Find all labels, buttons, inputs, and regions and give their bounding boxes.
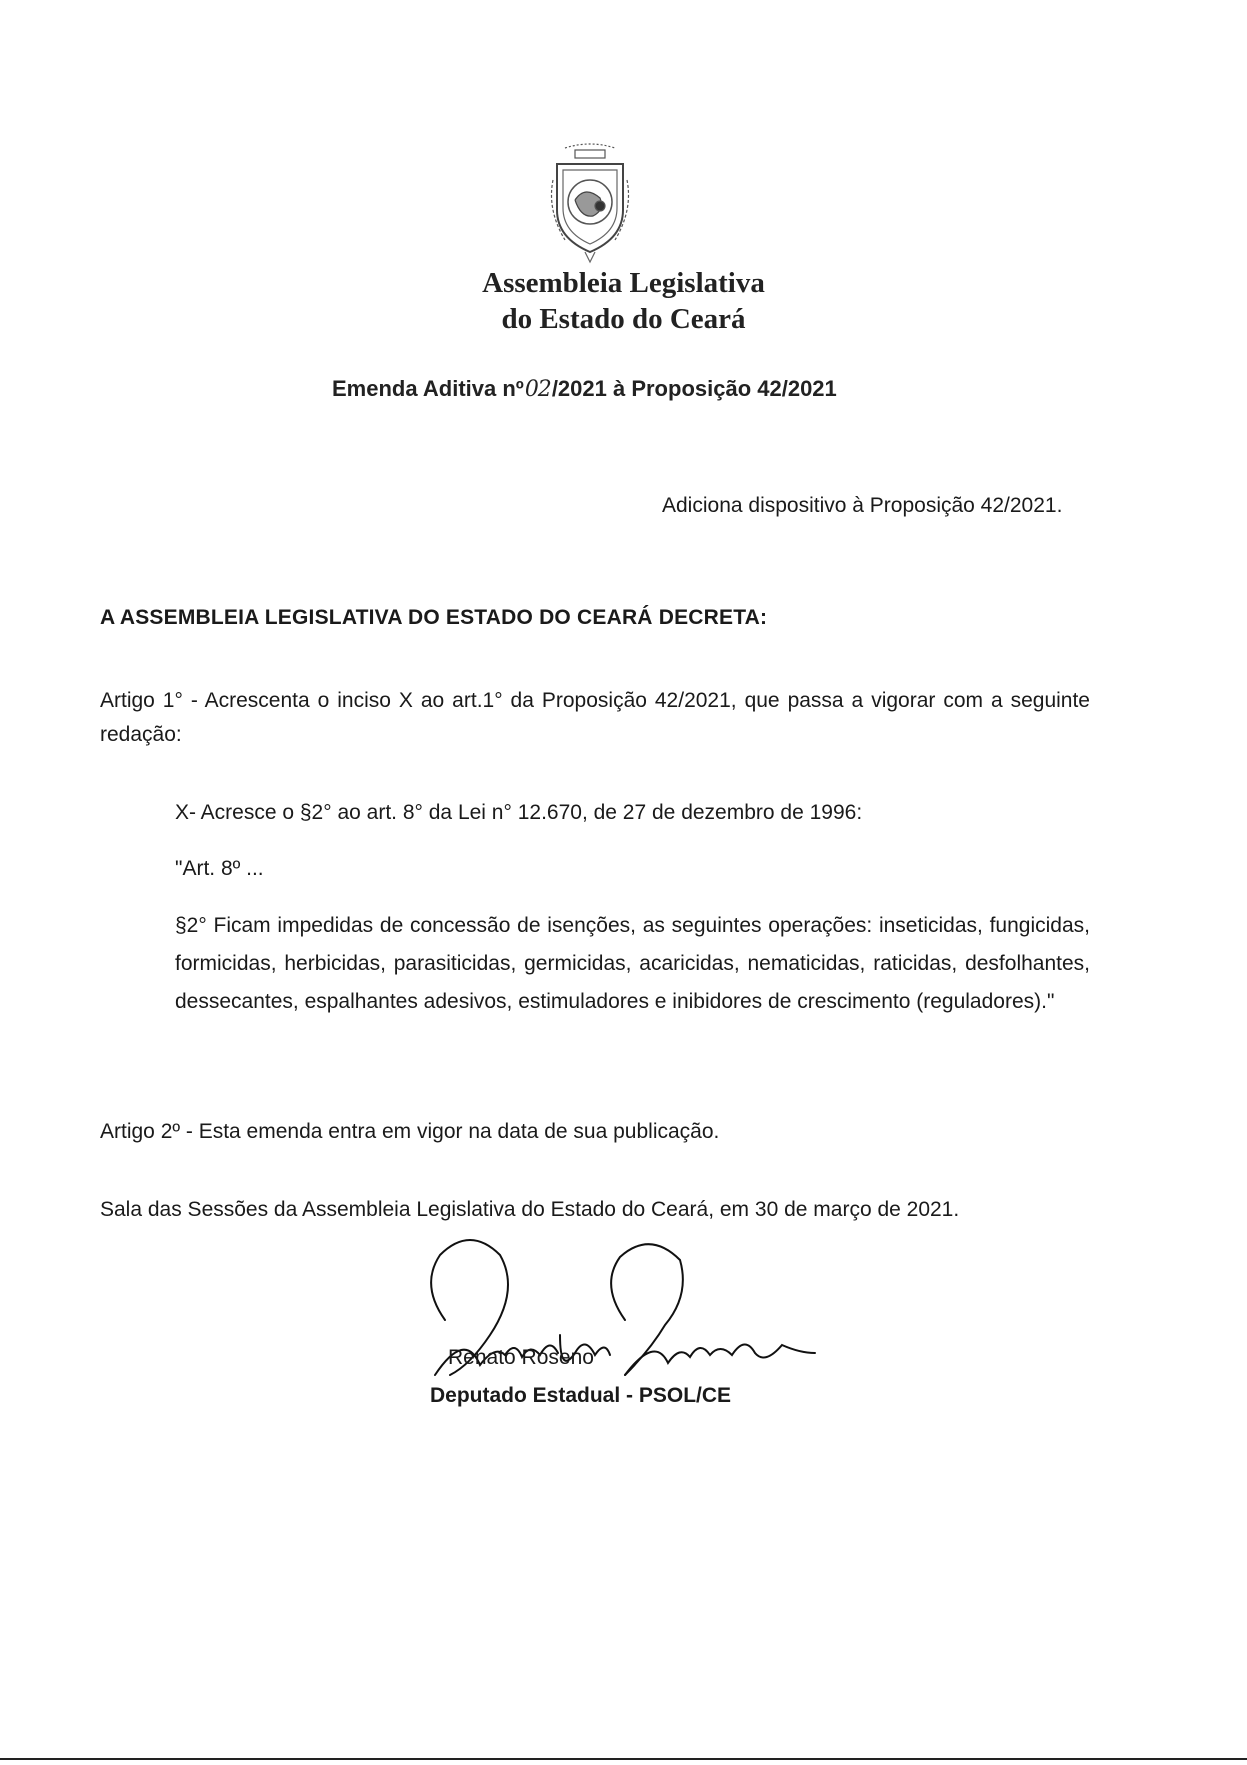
institution-name-line2: do Estado do Ceará — [501, 303, 746, 335]
paragraph-2: §2° Ficam impedidas de concessão de isenções, as seguintes operações: inseticidas, fungicidas, formicidas, herbicidas, parasiticidas, germicidas, acaricidas, nematicidas, raticidas, desfolhantes, dessecantes, espalhantes adesivos, estimuladores e inibidores de crescimento (reguladores)." — [175, 914, 1090, 1013]
document-title — [332, 376, 837, 402]
title-prefix: Emenda Aditiva nº — [332, 376, 524, 401]
article-2: Artigo 2º - Esta emenda entra em vigor na data de sua publicação. — [100, 1120, 720, 1143]
state-coat-of-arms-icon — [545, 140, 635, 270]
article-1: Artigo 1° - Acrescenta o inciso X ao art.1° da Proposição 42/2021, que passa a vigorar com a seguinte redação: — [100, 689, 1090, 746]
ementa: Adiciona dispositivo à Proposição 42/2021. — [662, 494, 1063, 517]
signatory-role: Deputado Estadual - PSOL/CE — [430, 1384, 732, 1407]
session-date-line: Sala das Sessões da Assembleia Legislativa do Estado do Ceará, em 30 de março de 2021. — [100, 1198, 960, 1221]
inciso-x: X- Acresce o §2° ao art. 8° da Lei n° 12.670, de 27 de dezembro de 1996: — [175, 801, 863, 824]
decree-heading: A ASSEMBLEIA LEGISLATIVA DO ESTADO DO CEARÁ DECRETA: — [100, 606, 768, 629]
title-suffix: /2021 à Proposição 42/2021 — [551, 376, 837, 401]
handwritten-number: 02 — [524, 377, 551, 402]
footer-divider — [0, 1758, 1247, 1760]
institution-name-line1: Assembleia Legislativa — [482, 267, 765, 299]
art-8-quote: "Art. 8º ... — [175, 857, 264, 880]
signatory-name: Renato Roseno — [448, 1346, 594, 1369]
